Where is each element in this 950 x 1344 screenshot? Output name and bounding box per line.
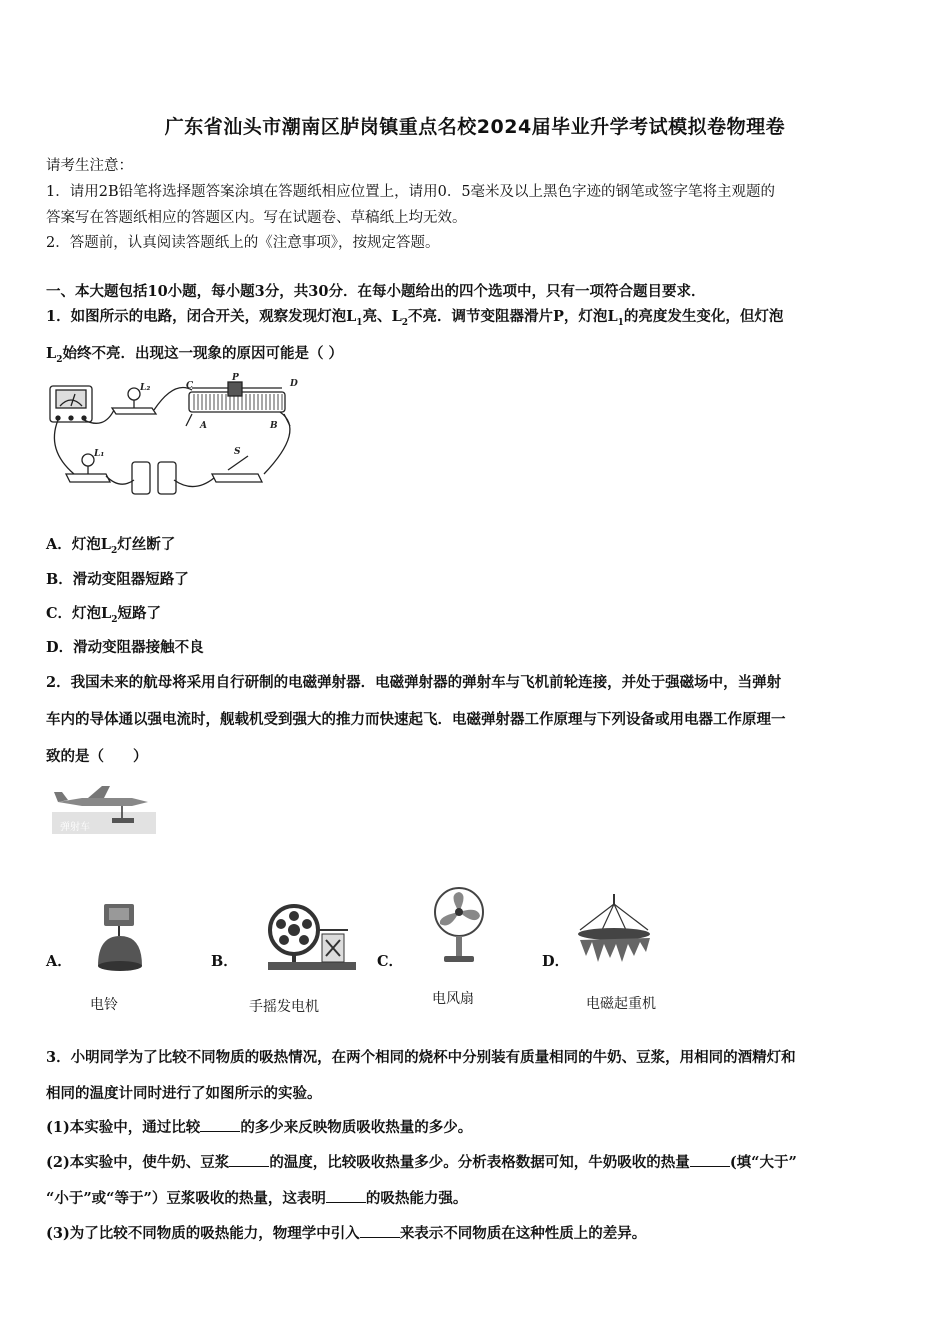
q3-stem-line2: 相同的温度计同时进行了如图所示的实验。 (46, 1085, 322, 1102)
q2-stem-line2: 车内的导体通以强电流时，舰载机受到强大的推力而快速起飞．电磁弹射器工作原理与下列设备或用电器工作原理一 (46, 711, 786, 728)
q3-blank-3[interactable] (690, 1154, 730, 1167)
q1-option-d: D．滑动变阻器接触不良 (46, 639, 204, 656)
notice-heading: 请考生注意： (46, 158, 133, 174)
q1-l1-symbol: L (346, 308, 357, 325)
q3-stem-line1: 3．小明同学为了比较不同物质的吸热情况，在两个相同的烧杯中分别装有质量相同的牛奶、豆浆，用相同的酒精灯和 (46, 1049, 796, 1066)
q2-option-b-caption: 手摇发电机 (249, 999, 319, 1015)
q3-blank-2[interactable] (229, 1154, 269, 1167)
q1-text-c: 不亮．调节变阻器滑片P，灯泡 (408, 308, 608, 325)
q3-part2-line1 (46, 1151, 797, 1172)
q2-option-d-letter: D． (542, 953, 570, 970)
q1-option-c-sub: 2 (111, 614, 118, 625)
q3-part3-a: (3)为了比较不同物质的吸热能力，物理学中引入 (46, 1225, 360, 1242)
q3-part2-c: (填“大于” (729, 1154, 797, 1171)
q2-catapult-figure (52, 780, 156, 836)
electric-fan-icon (428, 886, 490, 966)
notice-line-2: 2．答题前，认真阅读答题纸上的《注意事项》，按规定答题。 (46, 235, 440, 251)
q2-stem-line1: 2．我国未来的航母将采用自行研制的电磁弹射器．电磁弹射器的弹射车与飞机前轮连接，并处于强磁场中，当弹射 (46, 674, 782, 691)
fig-label-a: A (200, 421, 207, 431)
q1-text-b: 亮、 (362, 308, 392, 325)
section-heading: 一、本大题包括10小题，每小题3分，共30分．在每小题给出的四个选项中，只有一项符合题目要求． (46, 283, 706, 300)
q1-text-d: 的亮度发生变化，但灯泡 (623, 308, 784, 325)
q3-blank-5[interactable] (360, 1225, 400, 1238)
q3-part2-b: 的温度，比较吸收热量多少。分析表格数据可知，牛奶吸收的热量 (269, 1154, 690, 1171)
q3-part1-a: (1)本实验中，通过比较 (46, 1119, 201, 1136)
q1-text-e: 始终不亮．出现这一现象的原因可能是（ ） (62, 345, 344, 362)
q1-l2-sub-b: 2 (56, 354, 63, 365)
fig-label-l1: L₁ (94, 449, 105, 459)
q2-option-a-letter: A． (46, 953, 72, 970)
notice-line-1a: 1．请用2B铅笔将选择题答案涂填在答题纸相应位置上，请用0．5毫米及以上黑色字迹的钢笔或签字笔将主观题的 (46, 184, 776, 200)
q3-blank-1[interactable] (200, 1119, 240, 1132)
q1-l1-sub: 1 (356, 317, 363, 328)
q1-stem-line1 (46, 305, 783, 328)
q3-part1 (46, 1116, 472, 1137)
fig-label-c: C (186, 381, 194, 391)
q1-option-c-symbol: L (101, 605, 112, 622)
q1-option-a-pre: A．灯泡 (46, 536, 101, 553)
q1-l2-sub: 2 (401, 317, 409, 328)
q2-option-d-caption: 电磁起重机 (586, 996, 656, 1012)
q3-part2-e: 的吸热能力强。 (365, 1190, 468, 1207)
battery-1 (132, 462, 150, 494)
fig-label-b: B (270, 421, 278, 431)
q3-part2-a: (2)本实验中，使牛奶、豆浆 (46, 1154, 230, 1171)
q2-stem-line3: 致的是（ ） (46, 748, 148, 765)
q3-part2-line2 (46, 1187, 467, 1208)
q1-option-a (46, 533, 175, 556)
q3-part2-d: “小于”或“等于”）豆浆吸收的热量，这表明 (46, 1190, 326, 1207)
electric-bell-icon (90, 900, 150, 974)
q2-option-a-caption: 电铃 (90, 997, 118, 1013)
electromagnetic-crane-icon (572, 892, 656, 968)
page-title: 广东省汕头市潮南区胪岗镇重点名校2024届毕业升学考试模拟卷物理卷 (164, 116, 786, 138)
q1-option-a-symbol: L (100, 536, 111, 553)
q2-option-c-caption: 电风扇 (432, 991, 474, 1007)
q2-option-b-letter: B． (211, 953, 238, 970)
q1-l2-symbol-b: L (46, 345, 57, 362)
hand-generator-icon (264, 900, 360, 974)
battery-2 (158, 462, 176, 494)
q1-option-a-post: 灯丝断了 (117, 536, 176, 553)
q1-option-b: B．滑动变阻器短路了 (46, 571, 189, 588)
q1-l1-symbol-b: L (607, 308, 618, 325)
fig-label-d: D (290, 379, 298, 389)
q1-l2-symbol: L (391, 308, 402, 325)
fig-label-s: S (234, 447, 241, 457)
q1-option-c-post: 短路了 (117, 605, 162, 622)
q3-part3 (46, 1222, 646, 1243)
q1-l1-sub-b: 1 (617, 317, 624, 328)
q2-option-c-letter: C． (377, 953, 404, 970)
q1-option-c-pre: C．灯泡 (46, 605, 102, 622)
q3-blank-4[interactable] (326, 1190, 366, 1203)
q1-stem-line2 (46, 342, 343, 365)
q3-part1-b: 的多少来反映物质吸收热量的多少。 (240, 1119, 473, 1136)
bulb-l2-icon (128, 388, 140, 400)
fig-label-l2: L₂ (140, 383, 151, 393)
q1-option-a-sub: 2 (110, 545, 118, 556)
notice-line-1b: 答案写在答题纸相应的答题区内。写在试题卷、草稿纸上均无效。 (46, 210, 467, 226)
q1-circuit-figure (44, 370, 314, 496)
q1-option-c (46, 602, 161, 625)
q3-part3-b: 来表示不同物质在这种性质上的差异。 (399, 1225, 647, 1242)
q1-text-a: 1．如图所示的电路，闭合开关，观察发现灯泡 (46, 308, 347, 325)
catapult-car-label: 弹射车 (60, 822, 90, 833)
bulb-l1-icon (82, 454, 94, 466)
fig-label-p: P (232, 373, 239, 383)
